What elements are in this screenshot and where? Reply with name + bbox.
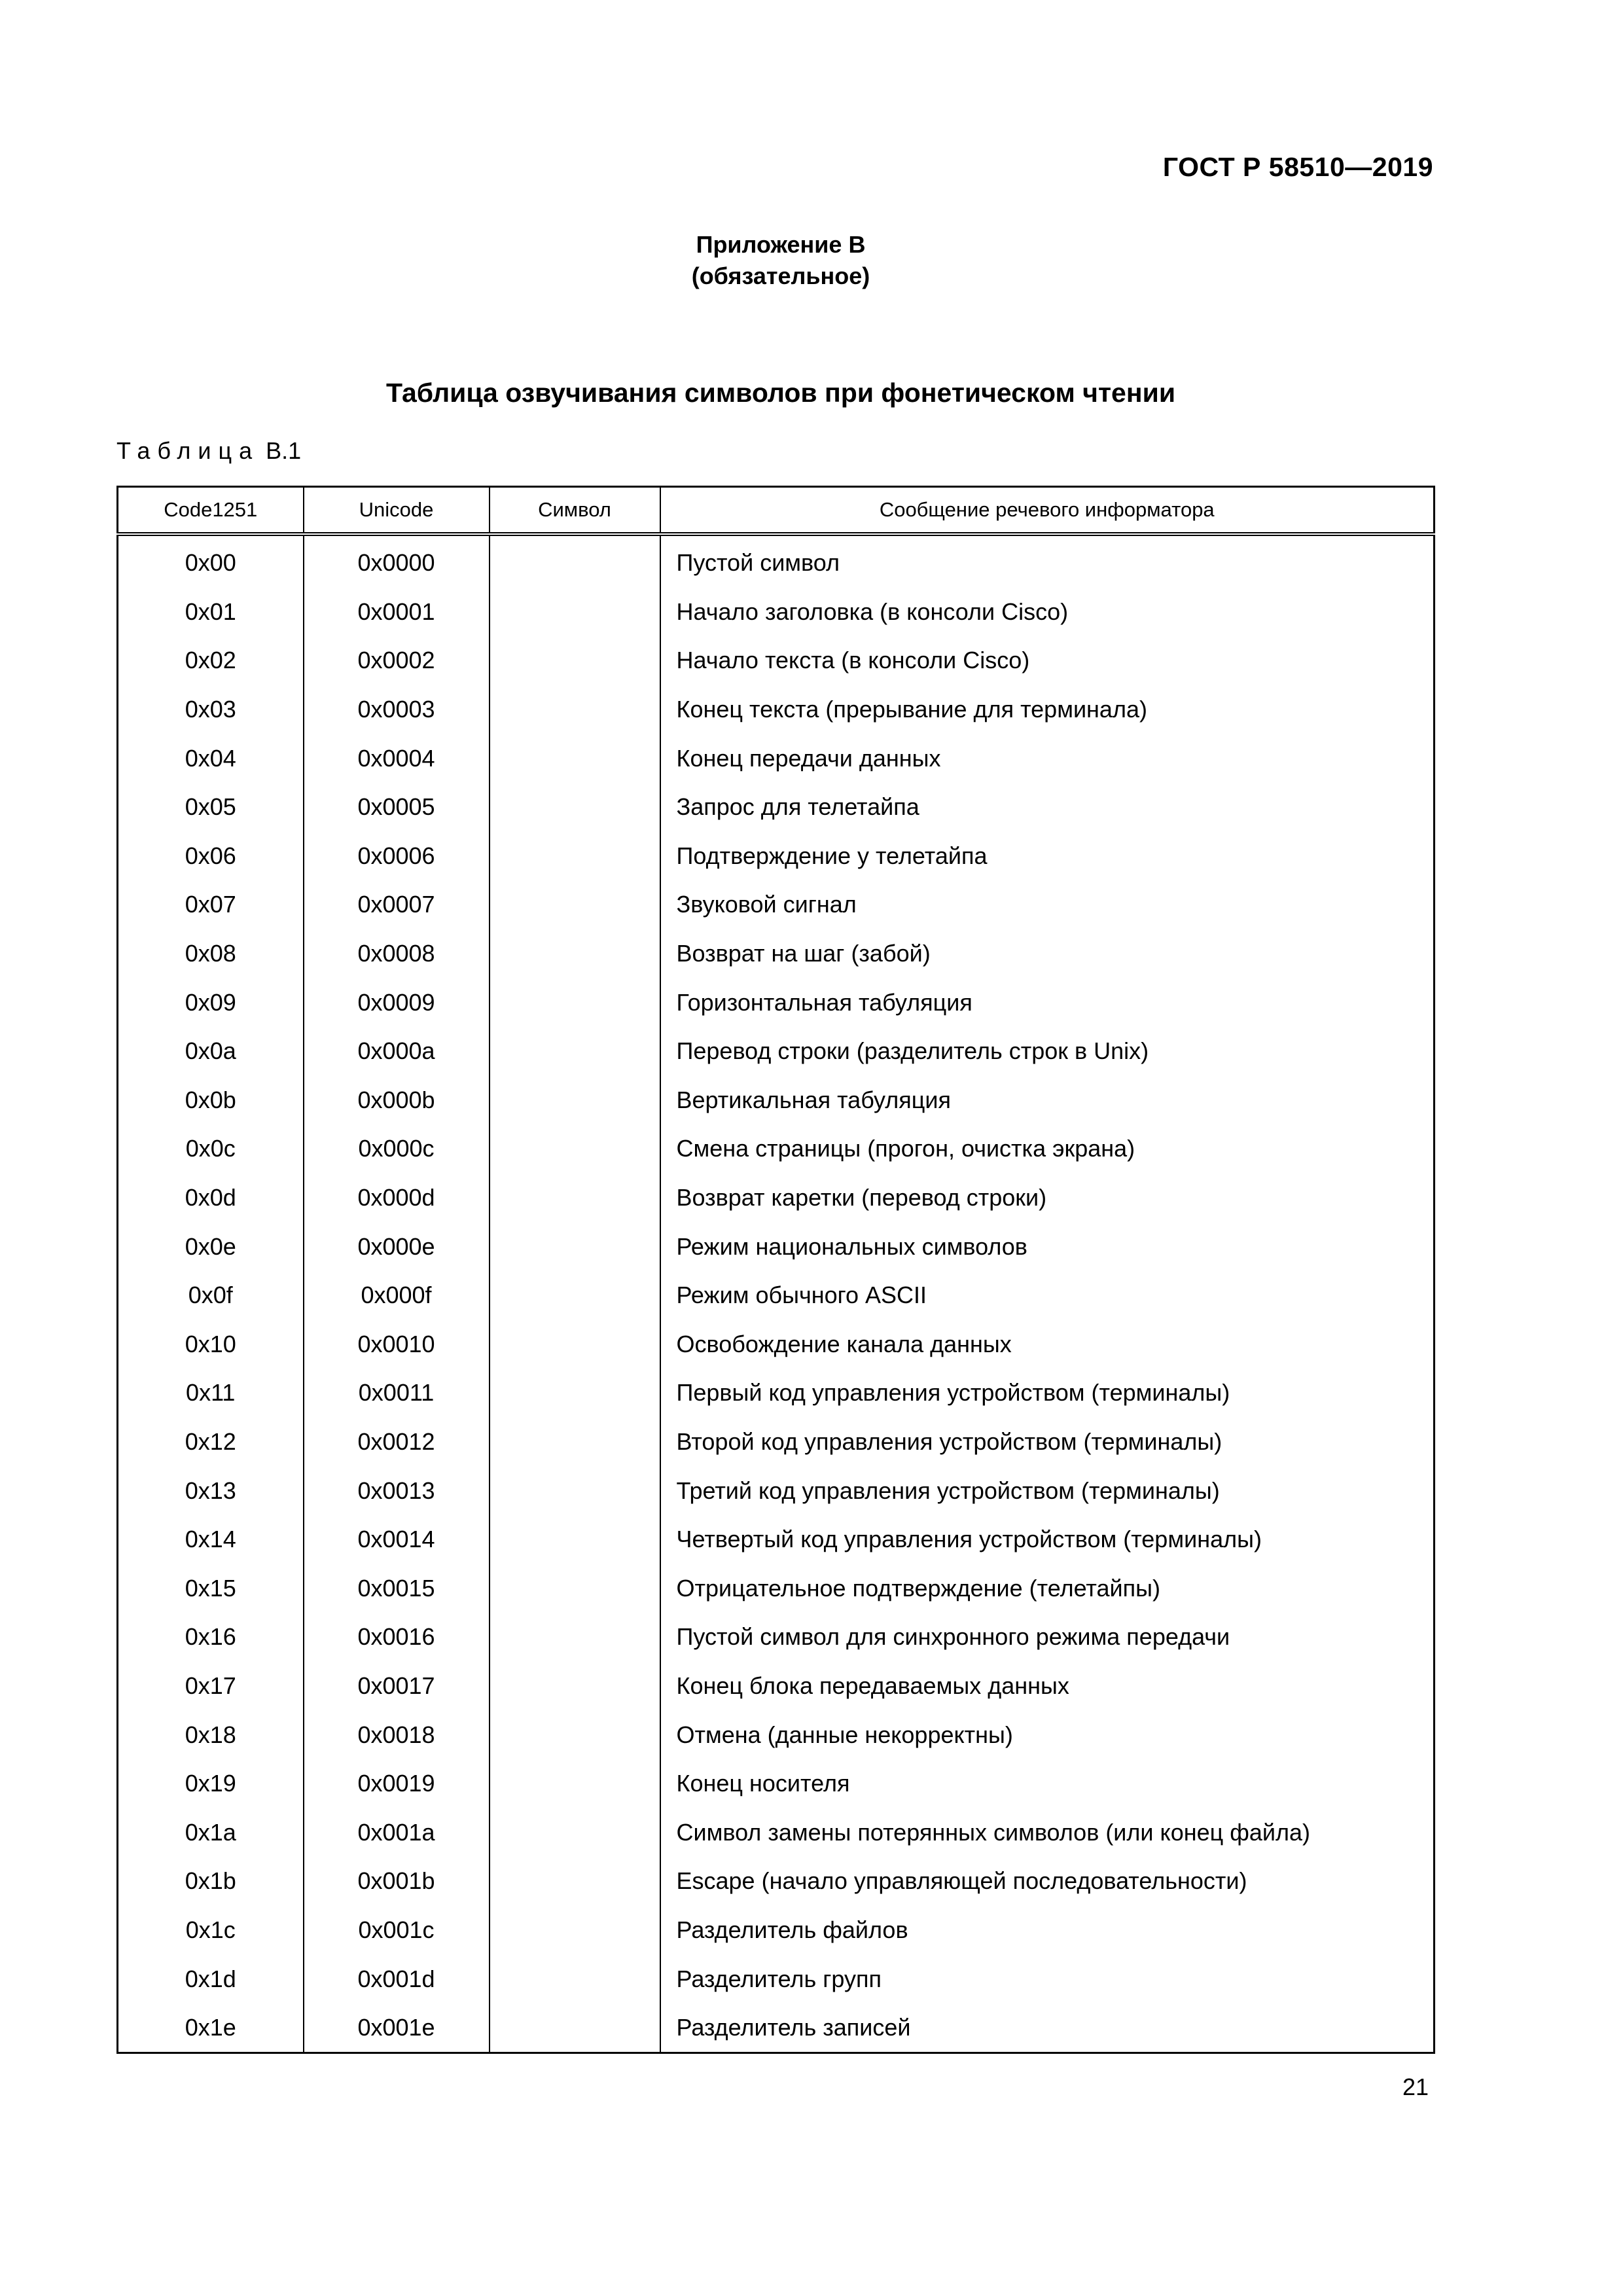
cell-message: Режим национальных символов bbox=[660, 1222, 1435, 1271]
cell-symbol bbox=[490, 1662, 660, 1711]
cell-message: Отмена (данные некорректны) bbox=[660, 1710, 1435, 1759]
cell-unicode: 0x0010 bbox=[304, 1320, 490, 1369]
cell-unicode: 0x000d bbox=[304, 1174, 490, 1223]
table-row bbox=[118, 880, 1435, 929]
cell-unicode: 0x0017 bbox=[304, 1662, 490, 1711]
cell-message: Escape (начало управляющей последовательности) bbox=[660, 1857, 1435, 1906]
cell-code1251: 0x0e bbox=[118, 1222, 304, 1271]
cell-code1251: 0x01 bbox=[118, 588, 304, 637]
cell-message: Третий код управления устройством (терминалы) bbox=[660, 1466, 1435, 1515]
cell-unicode: 0x001e bbox=[304, 2003, 490, 2053]
cell-symbol bbox=[490, 1222, 660, 1271]
cell-message: Конец текста (прерывание для терминала) bbox=[660, 685, 1435, 734]
cell-unicode: 0x001b bbox=[304, 1857, 490, 1906]
cell-unicode: 0x000f bbox=[304, 1271, 490, 1320]
cell-unicode: 0x001a bbox=[304, 1808, 490, 1857]
cell-code1251: 0x0c bbox=[118, 1124, 304, 1174]
cell-message: Первый код управления устройством (терминалы) bbox=[660, 1369, 1435, 1418]
cell-unicode: 0x0006 bbox=[304, 832, 490, 881]
table-row bbox=[118, 1222, 1435, 1271]
cell-unicode: 0x000a bbox=[304, 1027, 490, 1076]
cell-code1251: 0x14 bbox=[118, 1515, 304, 1564]
symbol-table bbox=[116, 486, 1435, 2054]
cell-code1251: 0x07 bbox=[118, 880, 304, 929]
table-row bbox=[118, 1613, 1435, 1662]
cell-unicode: 0x0013 bbox=[304, 1466, 490, 1515]
cell-message: Вертикальная табуляция bbox=[660, 1076, 1435, 1125]
cell-message: Пустой символ bbox=[660, 534, 1435, 588]
column-header-unicode: Unicode bbox=[304, 487, 490, 535]
cell-symbol bbox=[490, 636, 660, 685]
cell-symbol bbox=[490, 734, 660, 783]
cell-code1251: 0x00 bbox=[118, 534, 304, 588]
table-row bbox=[118, 2003, 1435, 2053]
cell-symbol bbox=[490, 1174, 660, 1223]
cell-message: Освобождение канала данных bbox=[660, 1320, 1435, 1369]
cell-message: Разделитель записей bbox=[660, 2003, 1435, 2053]
cell-message: Пустой символ для синхронного режима передачи bbox=[660, 1613, 1435, 1662]
cell-symbol bbox=[490, 534, 660, 588]
cell-symbol bbox=[490, 1906, 660, 1955]
cell-unicode: 0x000b bbox=[304, 1076, 490, 1125]
cell-unicode: 0x0012 bbox=[304, 1418, 490, 1467]
table-row bbox=[118, 1759, 1435, 1808]
table-row bbox=[118, 1271, 1435, 1320]
table-row bbox=[118, 534, 1435, 588]
table-title: Таблица озвучивания символов при фонетическом чтении bbox=[385, 378, 1176, 408]
cell-unicode: 0x0003 bbox=[304, 685, 490, 734]
table-caption bbox=[116, 437, 301, 465]
cell-symbol bbox=[490, 1369, 660, 1418]
table-row bbox=[118, 978, 1435, 1027]
cell-code1251: 0x0a bbox=[118, 1027, 304, 1076]
cell-unicode: 0x0011 bbox=[304, 1369, 490, 1418]
column-header-message: Сообщение речевого информатора bbox=[660, 487, 1435, 535]
cell-code1251: 0x15 bbox=[118, 1564, 304, 1613]
cell-code1251: 0x02 bbox=[118, 636, 304, 685]
column-header-symbol: Символ bbox=[490, 487, 660, 535]
page-number: 21 bbox=[1402, 2073, 1429, 2100]
table-row bbox=[118, 1124, 1435, 1174]
cell-code1251: 0x19 bbox=[118, 1759, 304, 1808]
table-row bbox=[118, 1906, 1435, 1955]
cell-message: Разделитель групп bbox=[660, 1954, 1435, 2003]
cell-code1251: 0x03 bbox=[118, 685, 304, 734]
cell-message: Конец передачи данных bbox=[660, 734, 1435, 783]
cell-unicode: 0x0015 bbox=[304, 1564, 490, 1613]
cell-unicode: 0x0004 bbox=[304, 734, 490, 783]
table-row bbox=[118, 1076, 1435, 1125]
cell-unicode: 0x0014 bbox=[304, 1515, 490, 1564]
cell-unicode: 0x0008 bbox=[304, 929, 490, 978]
cell-code1251: 0x18 bbox=[118, 1710, 304, 1759]
cell-unicode: 0x0019 bbox=[304, 1759, 490, 1808]
cell-code1251: 0x05 bbox=[118, 783, 304, 832]
cell-symbol bbox=[490, 1515, 660, 1564]
cell-symbol bbox=[490, 1808, 660, 1857]
cell-message: Режим обычного ASCII bbox=[660, 1271, 1435, 1320]
cell-symbol bbox=[490, 1759, 660, 1808]
cell-code1251: 0x0f bbox=[118, 1271, 304, 1320]
table-row bbox=[118, 1320, 1435, 1369]
cell-symbol bbox=[490, 929, 660, 978]
table-row bbox=[118, 588, 1435, 637]
cell-code1251: 0x1b bbox=[118, 1857, 304, 1906]
cell-symbol bbox=[490, 1124, 660, 1174]
cell-symbol bbox=[490, 832, 660, 881]
table-row bbox=[118, 832, 1435, 881]
cell-message: Возврат на шаг (забой) bbox=[660, 929, 1435, 978]
standard-code-header: ГОСТ Р 58510—2019 bbox=[1162, 152, 1433, 182]
table-row bbox=[118, 1808, 1435, 1857]
cell-symbol bbox=[490, 1076, 660, 1125]
cell-message: Перевод строки (разделитель строк в Unix) bbox=[660, 1027, 1435, 1076]
cell-message: Отрицательное подтверждение (телетайпы) bbox=[660, 1564, 1435, 1613]
cell-code1251: 0x1c bbox=[118, 1906, 304, 1955]
cell-code1251: 0x09 bbox=[118, 978, 304, 1027]
table-row bbox=[118, 929, 1435, 978]
table-row bbox=[118, 685, 1435, 734]
cell-symbol bbox=[490, 978, 660, 1027]
table-row bbox=[118, 636, 1435, 685]
table-row bbox=[118, 1174, 1435, 1223]
cell-unicode: 0x0009 bbox=[304, 978, 490, 1027]
appendix-title: Приложение В bbox=[696, 231, 866, 258]
cell-code1251: 0x16 bbox=[118, 1613, 304, 1662]
table-row bbox=[118, 1662, 1435, 1711]
cell-symbol bbox=[490, 1271, 660, 1320]
cell-code1251: 0x17 bbox=[118, 1662, 304, 1711]
cell-symbol bbox=[490, 1710, 660, 1759]
table-row bbox=[118, 783, 1435, 832]
column-header-code1251: Code1251 bbox=[118, 487, 304, 535]
cell-unicode: 0x0002 bbox=[304, 636, 490, 685]
cell-message: Разделитель файлов bbox=[660, 1906, 1435, 1955]
cell-code1251: 0x1d bbox=[118, 1954, 304, 2003]
cell-symbol bbox=[490, 1857, 660, 1906]
table-caption-number: В.1 bbox=[266, 437, 302, 464]
table-row bbox=[118, 1369, 1435, 1418]
cell-symbol bbox=[490, 685, 660, 734]
cell-unicode: 0x0016 bbox=[304, 1613, 490, 1662]
cell-message: Второй код управления устройством (терминалы) bbox=[660, 1418, 1435, 1467]
cell-message: Конец носителя bbox=[660, 1759, 1435, 1808]
cell-unicode: 0x0007 bbox=[304, 880, 490, 929]
cell-code1251: 0x10 bbox=[118, 1320, 304, 1369]
cell-unicode: 0x0005 bbox=[304, 783, 490, 832]
cell-message: Подтверждение у телетайпа bbox=[660, 832, 1435, 881]
cell-code1251: 0x0d bbox=[118, 1174, 304, 1223]
cell-code1251: 0x1e bbox=[118, 2003, 304, 2053]
cell-code1251: 0x04 bbox=[118, 734, 304, 783]
cell-code1251: 0x06 bbox=[118, 832, 304, 881]
cell-code1251: 0x1a bbox=[118, 1808, 304, 1857]
cell-code1251: 0x0b bbox=[118, 1076, 304, 1125]
table-row bbox=[118, 1027, 1435, 1076]
cell-message: Четвертый код управления устройством (терминалы) bbox=[660, 1515, 1435, 1564]
table-row bbox=[118, 1710, 1435, 1759]
cell-message: Начало заголовка (в консоли Cisco) bbox=[660, 588, 1435, 637]
cell-unicode: 0x0018 bbox=[304, 1710, 490, 1759]
cell-message: Начало текста (в консоли Cisco) bbox=[660, 636, 1435, 685]
cell-symbol bbox=[490, 1418, 660, 1467]
cell-message: Возврат каретки (перевод строки) bbox=[660, 1174, 1435, 1223]
cell-unicode: 0x000c bbox=[304, 1124, 490, 1174]
table-row bbox=[118, 1466, 1435, 1515]
cell-message: Конец блока передаваемых данных bbox=[660, 1662, 1435, 1711]
table-header-row bbox=[118, 487, 1435, 535]
cell-unicode: 0x0000 bbox=[304, 534, 490, 588]
cell-symbol bbox=[490, 880, 660, 929]
cell-code1251: 0x12 bbox=[118, 1418, 304, 1467]
cell-unicode: 0x001c bbox=[304, 1906, 490, 1955]
cell-message: Символ замены потерянных символов (или конец файла) bbox=[660, 1808, 1435, 1857]
cell-symbol bbox=[490, 1320, 660, 1369]
cell-code1251: 0x08 bbox=[118, 929, 304, 978]
appendix-status: (обязательное) bbox=[691, 262, 870, 289]
cell-message: Смена страницы (прогон, очистка экрана) bbox=[660, 1124, 1435, 1174]
cell-symbol bbox=[490, 1613, 660, 1662]
table-row bbox=[118, 1857, 1435, 1906]
table-caption-word: Таблица bbox=[116, 437, 260, 464]
cell-unicode: 0x001d bbox=[304, 1954, 490, 2003]
cell-unicode: 0x000e bbox=[304, 1222, 490, 1271]
appendix-heading bbox=[0, 229, 1561, 292]
cell-code1251: 0x11 bbox=[118, 1369, 304, 1418]
table-row bbox=[118, 1418, 1435, 1467]
table-row bbox=[118, 1515, 1435, 1564]
cell-symbol bbox=[490, 1954, 660, 2003]
table-row bbox=[118, 734, 1435, 783]
cell-message: Запрос для телетайпа bbox=[660, 783, 1435, 832]
table-row bbox=[118, 1564, 1435, 1613]
cell-unicode: 0x0001 bbox=[304, 588, 490, 637]
cell-symbol bbox=[490, 1027, 660, 1076]
cell-symbol bbox=[490, 1466, 660, 1515]
cell-message: Горизонтальная табуляция bbox=[660, 978, 1435, 1027]
cell-symbol bbox=[490, 2003, 660, 2053]
cell-symbol bbox=[490, 1564, 660, 1613]
cell-symbol bbox=[490, 783, 660, 832]
cell-code1251: 0x13 bbox=[118, 1466, 304, 1515]
cell-message: Звуковой сигнал bbox=[660, 880, 1435, 929]
table-row bbox=[118, 1954, 1435, 2003]
table-body bbox=[118, 534, 1435, 2053]
cell-symbol bbox=[490, 588, 660, 637]
